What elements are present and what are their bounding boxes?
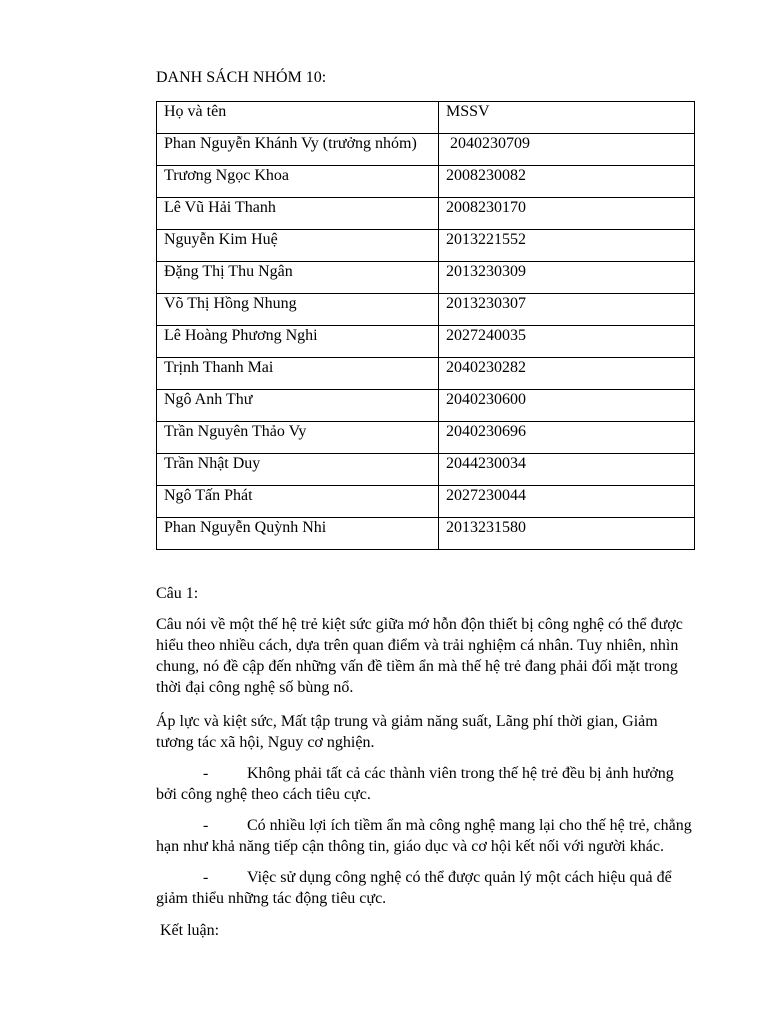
table-row	[157, 358, 695, 390]
table-row	[157, 326, 695, 358]
member-id-cell: 2027240035	[439, 326, 695, 358]
table-row	[157, 230, 695, 262]
member-id-cell: 2040230709	[439, 134, 695, 166]
member-table	[156, 101, 695, 550]
table-header-row	[157, 102, 695, 134]
bullet-item	[156, 867, 696, 909]
member-id-cell: 2044230034	[439, 454, 695, 486]
bullet-item	[156, 763, 696, 805]
table-row	[157, 518, 695, 550]
bullet-text: Có nhiều lợi ích tiềm ẩn mà công nghệ mang lại cho thế hệ trẻ, chẳng hạn như khả năng tiếp cận thông tin, giáo dục và cơ hội kết nối với người khác.	[156, 817, 692, 855]
member-id-cell: 2040230696	[439, 422, 695, 454]
table-row	[157, 390, 695, 422]
member-name-cell: Phan Nguyễn Khánh Vy (trưởng nhóm)	[157, 134, 439, 166]
member-id-cell: 2013230307	[439, 294, 695, 326]
table-row	[157, 134, 695, 166]
bullet-text: Việc sử dụng công nghệ có thể được quản lý một cách hiệu quả để giảm thiểu những tác động tiêu cực.	[156, 869, 672, 907]
group-list-heading: DANH SÁCH NHÓM 10:	[156, 69, 327, 86]
bullet-item	[156, 815, 696, 857]
document-page	[156, 66, 696, 941]
table-row	[157, 454, 695, 486]
member-name-cell: Võ Thị Hồng Nhung	[157, 294, 439, 326]
member-name-cell: Trương Ngọc Khoa	[157, 166, 439, 198]
member-id-cell: 2040230282	[439, 358, 695, 390]
header-student-id: MSSV	[439, 102, 695, 134]
member-id-cell: 2008230170	[439, 198, 695, 230]
member-name-cell: Đặng Thị Thu Ngân	[157, 262, 439, 294]
table-row	[157, 294, 695, 326]
table-row	[157, 422, 695, 454]
conclusion-label: Kết luận:	[160, 922, 220, 939]
bullet-dash: -	[203, 765, 209, 782]
question-paragraph-2: Áp lực và kiệt sức, Mất tập trung và giảm năng suất, Lãng phí thời gian, Giảm tương tác xã hội, Nguy cơ nghiện.	[156, 713, 658, 751]
member-id-cell: 2013231580	[439, 518, 695, 550]
question-paragraph-1: Câu nói về một thế hệ trẻ kiệt sức giữa mớ hỗn độn thiết bị công nghệ có thể được hiểu theo nhiều cách, dựa trên quan điểm và trải nghiệm cá nhân. Tuy nhiên, nhìn chung, nó đề cập đến những vấn đề tiềm ẩn mà thế hệ trẻ đang phải đối mặt trong thời đại công nghệ số bùng nổ.	[156, 616, 683, 696]
member-name-cell: Trần Nhật Duy	[157, 454, 439, 486]
member-name-cell: Lê Vũ Hải Thanh	[157, 198, 439, 230]
bullet-list	[156, 763, 696, 909]
question-label: Câu 1:	[156, 585, 199, 602]
member-id-cell: 2013230309	[439, 262, 695, 294]
member-name-cell: Lê Hoàng Phương Nghi	[157, 326, 439, 358]
member-name-cell: Trịnh Thanh Mai	[157, 358, 439, 390]
member-name-cell: Trần Nguyên Thảo Vy	[157, 422, 439, 454]
member-id-cell: 2008230082	[439, 166, 695, 198]
bullet-dash: -	[203, 869, 209, 886]
table-row	[157, 262, 695, 294]
member-id-cell: 2013221552	[439, 230, 695, 262]
member-name-cell: Phan Nguyễn Quỳnh Nhi	[157, 518, 439, 550]
member-id-cell: 2040230600	[439, 390, 695, 422]
table-row	[157, 198, 695, 230]
member-name-cell: Nguyễn Kim Huệ	[157, 230, 439, 262]
header-name: Họ và tên	[157, 102, 439, 134]
table-row	[157, 166, 695, 198]
member-name-cell: Ngô Tấn Phát	[157, 486, 439, 518]
table-row	[157, 486, 695, 518]
member-id-cell: 2027230044	[439, 486, 695, 518]
bullet-dash: -	[203, 817, 209, 834]
bullet-text: Không phải tất cả các thành viên trong thế hệ trẻ đều bị ảnh hưởng bởi công nghệ theo cách tiêu cực.	[156, 765, 674, 803]
member-name-cell: Ngô Anh Thư	[157, 390, 439, 422]
